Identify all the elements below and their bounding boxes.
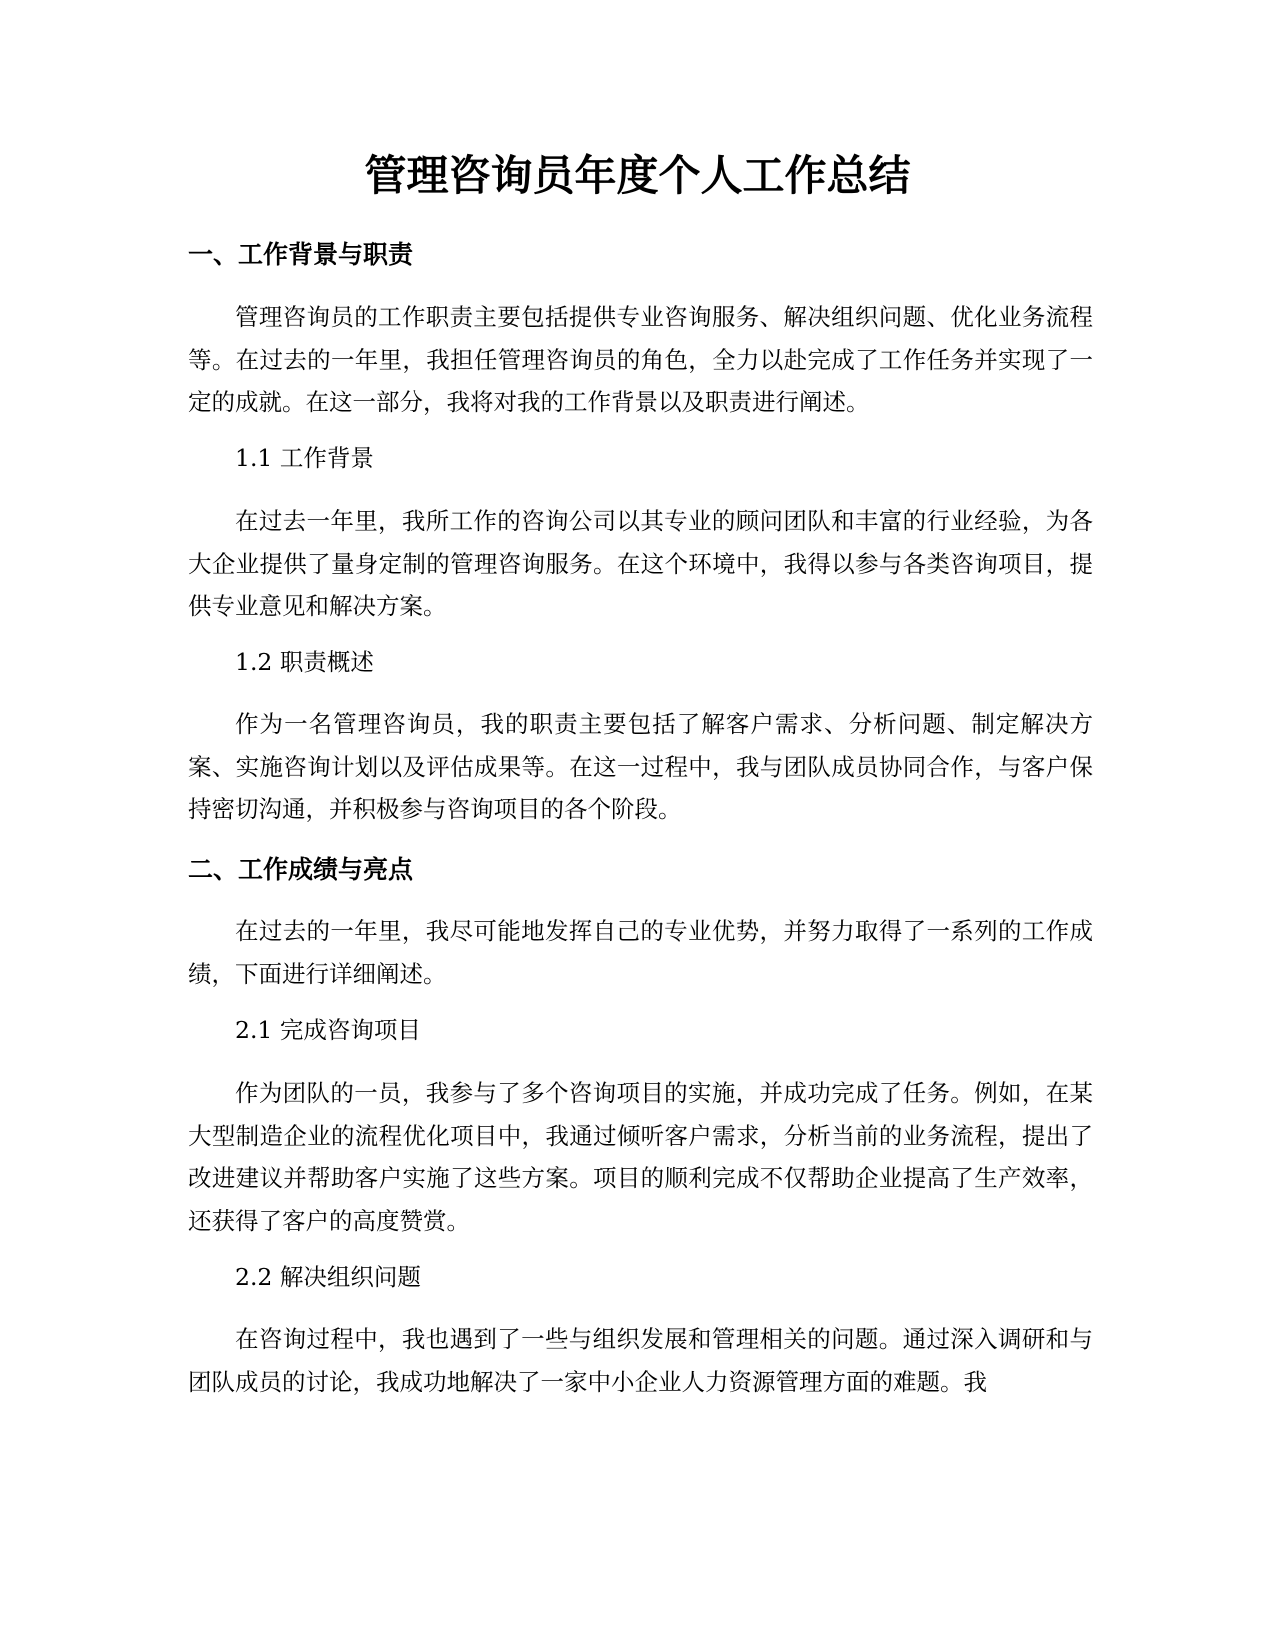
section-2-intro-paragraph: 在过去的一年里，我尽可能地发挥自己的专业优势，并努力取得了一系列的工作成绩，下面进行详细阐述。	[188, 917, 1093, 988]
subsection-2-2-paragraph: 在咨询过程中，我也遇到了一些与组织发展和管理相关的问题。通过深入调研和与团队成员的讨论，我成功地解决了一家中小企业人力资源管理方面的难题。我	[188, 1325, 1093, 1396]
subsection-heading-2-2: 2.2 解决组织问题	[235, 1263, 421, 1291]
section-heading-1: 一、工作背景与职责	[188, 240, 414, 269]
subsection-heading-1-1: 1.1 工作背景	[235, 444, 374, 472]
subsection-1-2-paragraph: 作为一名管理咨询员，我的职责主要包括了解客户需求、分析问题、制定解决方案、实施咨询计划以及评估成果等。在这一过程中，我与团队成员协同合作，与客户保持密切沟通，并积极参与咨询项目的各个阶段。	[188, 710, 1093, 823]
document-title: 管理咨询员年度个人工作总结	[364, 151, 911, 200]
subsection-2-1-paragraph: 作为团队的一员，我参与了多个咨询项目的实施，并成功完成了任务。例如，在某大型制造企业的流程优化项目中，我通过倾听客户需求，分析当前的业务流程，提出了改进建议并帮助客户实施了这些方案。项目的顺利完成不仅帮助企业提高了生产效率，还获得了客户的高度赞赏。	[188, 1079, 1093, 1235]
subsection-heading-1-2: 1.2 职责概述	[235, 648, 374, 676]
section-heading-2: 二、工作成绩与亮点	[188, 855, 414, 884]
section-1-intro-paragraph: 管理咨询员的工作职责主要包括提供专业咨询服务、解决组织问题、优化业务流程等。在过去的一年里，我担任管理咨询员的角色，全力以赴完成了工作任务并实现了一定的成就。在这一部分，我将对我的工作背景以及职责进行阐述。	[188, 303, 1093, 416]
subsection-heading-2-1: 2.1 完成咨询项目	[235, 1016, 421, 1044]
subsection-1-1-paragraph: 在过去一年里，我所工作的咨询公司以其专业的顾问团队和丰富的行业经验，为各大企业提供了量身定制的管理咨询服务。在这个环境中，我得以参与各类咨询项目，提供专业意见和解决方案。	[188, 507, 1093, 620]
